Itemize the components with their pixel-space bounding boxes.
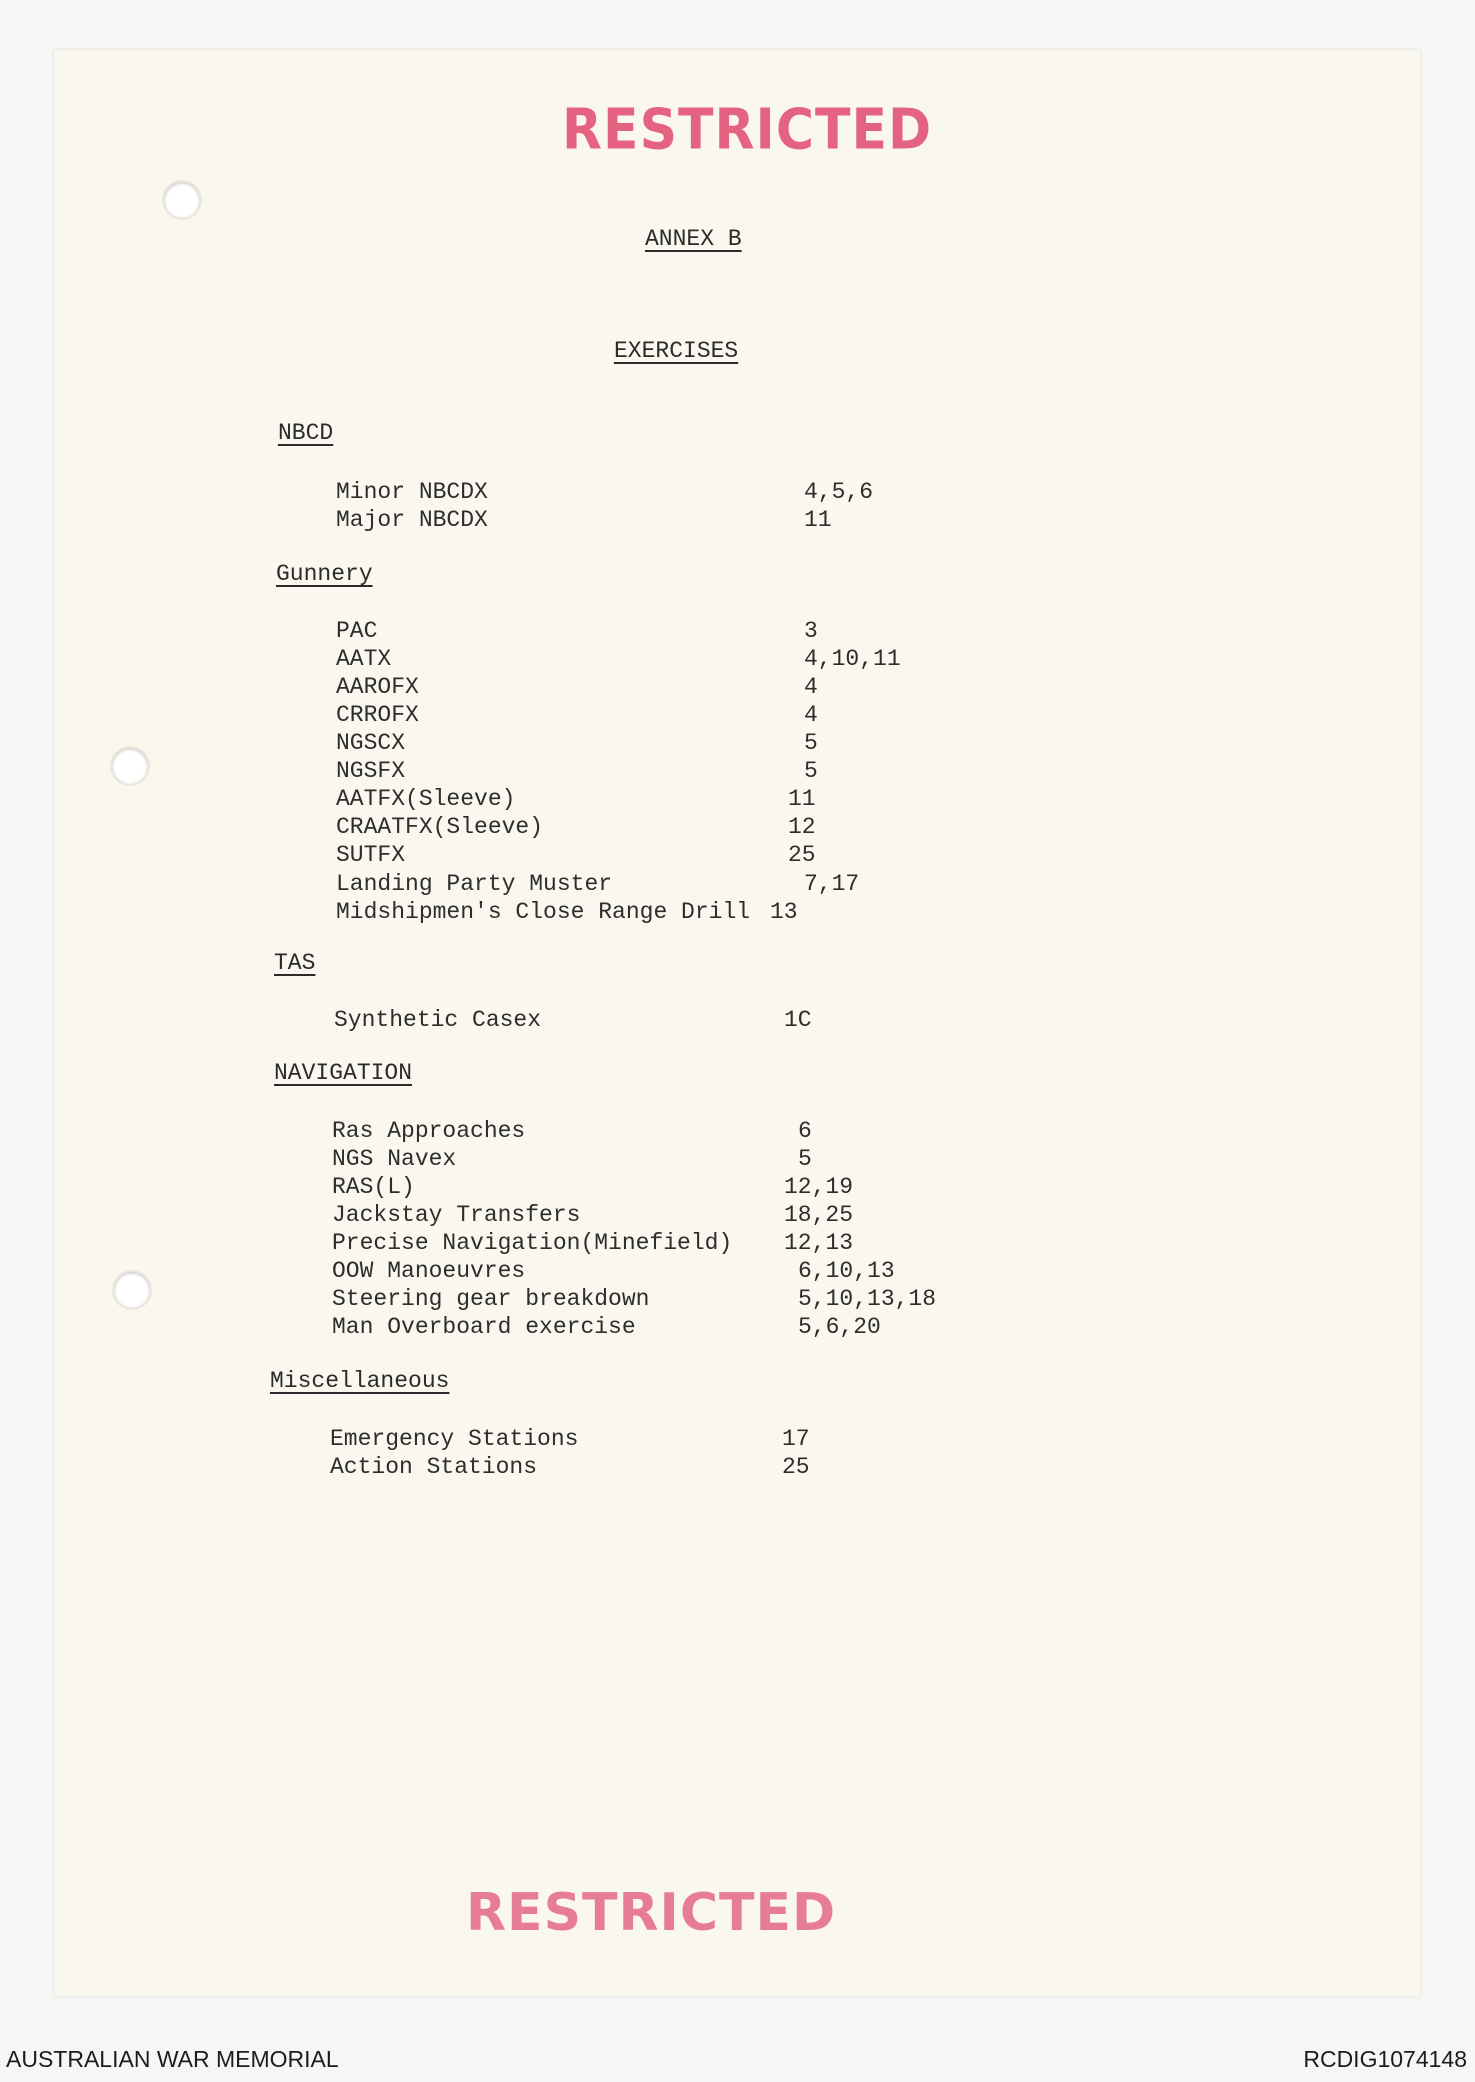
punch-hole — [114, 1272, 150, 1308]
exercise-name: Landing Party Muster — [336, 871, 613, 897]
exercise-name: AATFX(Sleeve) — [336, 786, 516, 812]
exercise-refs: 25 — [782, 1454, 810, 1480]
exercise-refs: 12 — [788, 814, 816, 840]
exercise-refs: 5 — [804, 758, 818, 784]
restricted-stamp-top: RESTRICTED — [562, 97, 933, 163]
exercise-refs: 6 — [798, 1118, 812, 1144]
exercise-name: AATX — [336, 646, 392, 672]
exercise-refs: 7,17 — [804, 871, 860, 897]
exercise-name: NGSCX — [336, 730, 406, 756]
exercise-name: Ras Approaches — [332, 1118, 526, 1144]
exercise-refs: 4 — [804, 674, 818, 700]
exercise-refs: 12,19 — [784, 1174, 854, 1200]
exercise-name: Action Stations — [330, 1454, 538, 1480]
exercise-name: Midshipmen's Close Range Drill — [336, 899, 751, 925]
exercise-refs: 5,10,13,18 — [798, 1286, 937, 1312]
exercise-refs: 5,6,20 — [798, 1314, 881, 1340]
exercise-name: NGSFX — [336, 758, 406, 784]
section-heading: Gunnery — [276, 561, 373, 587]
exercise-refs: 5 — [804, 730, 818, 756]
section-heading: NBCD — [278, 420, 334, 446]
exercise-name: Synthetic Casex — [334, 1007, 542, 1033]
exercise-name: Jackstay Transfers — [332, 1202, 581, 1228]
exercise-name: CRROFX — [336, 702, 419, 728]
exercise-name: Man Overboard exercise — [332, 1314, 636, 1340]
exercise-name: NGS Navex — [332, 1146, 457, 1172]
exercise-name: Precise Navigation(Minefield) — [332, 1230, 733, 1256]
punch-hole — [112, 748, 148, 784]
exercise-refs: 4 — [804, 702, 818, 728]
exercise-name: AAROFX — [336, 674, 419, 700]
exercise-name: SUTFX — [336, 842, 406, 868]
section-heading: NAVIGATION — [274, 1060, 413, 1086]
exercise-refs: 13 — [770, 899, 798, 925]
exercise-refs: 11 — [788, 786, 816, 812]
restricted-stamp-bottom: RESTRICTED — [466, 1883, 837, 1943]
exercise-name: Minor NBCDX — [336, 479, 488, 505]
exercise-name: CRAATFX(Sleeve) — [336, 814, 544, 840]
exercise-name: OOW Manoeuvres — [332, 1258, 526, 1284]
exercise-refs: 18,25 — [784, 1202, 854, 1228]
exercise-name: RAS(L) — [332, 1174, 415, 1200]
exercise-refs: 12,13 — [784, 1230, 854, 1256]
exercises-subtitle: EXERCISES — [614, 338, 739, 364]
section-heading: TAS — [274, 950, 316, 976]
footer-record-id: RCDIG1074148 — [1303, 2046, 1467, 2072]
exercise-refs: 6,10,13 — [798, 1258, 895, 1284]
exercise-refs: 4,10,11 — [804, 646, 901, 672]
exercise-refs: 4,5,6 — [804, 479, 874, 505]
exercise-name: PAC — [336, 618, 378, 644]
footer-archive-label: AUSTRALIAN WAR MEMORIAL — [6, 2046, 339, 2072]
exercise-refs: 3 — [804, 618, 818, 644]
exercise-name: Steering gear breakdown — [332, 1286, 650, 1312]
exercise-name: Major NBCDX — [336, 507, 488, 533]
punch-hole — [164, 182, 200, 218]
exercise-refs: 17 — [782, 1426, 810, 1452]
exercise-name: Emergency Stations — [330, 1426, 579, 1452]
exercise-refs: 11 — [804, 507, 832, 533]
exercise-refs: 25 — [788, 842, 816, 868]
annex-title: ANNEX B — [645, 226, 742, 252]
section-heading: Miscellaneous — [270, 1368, 450, 1394]
exercise-refs: 5 — [798, 1146, 812, 1172]
exercise-refs: 1C — [784, 1007, 812, 1033]
